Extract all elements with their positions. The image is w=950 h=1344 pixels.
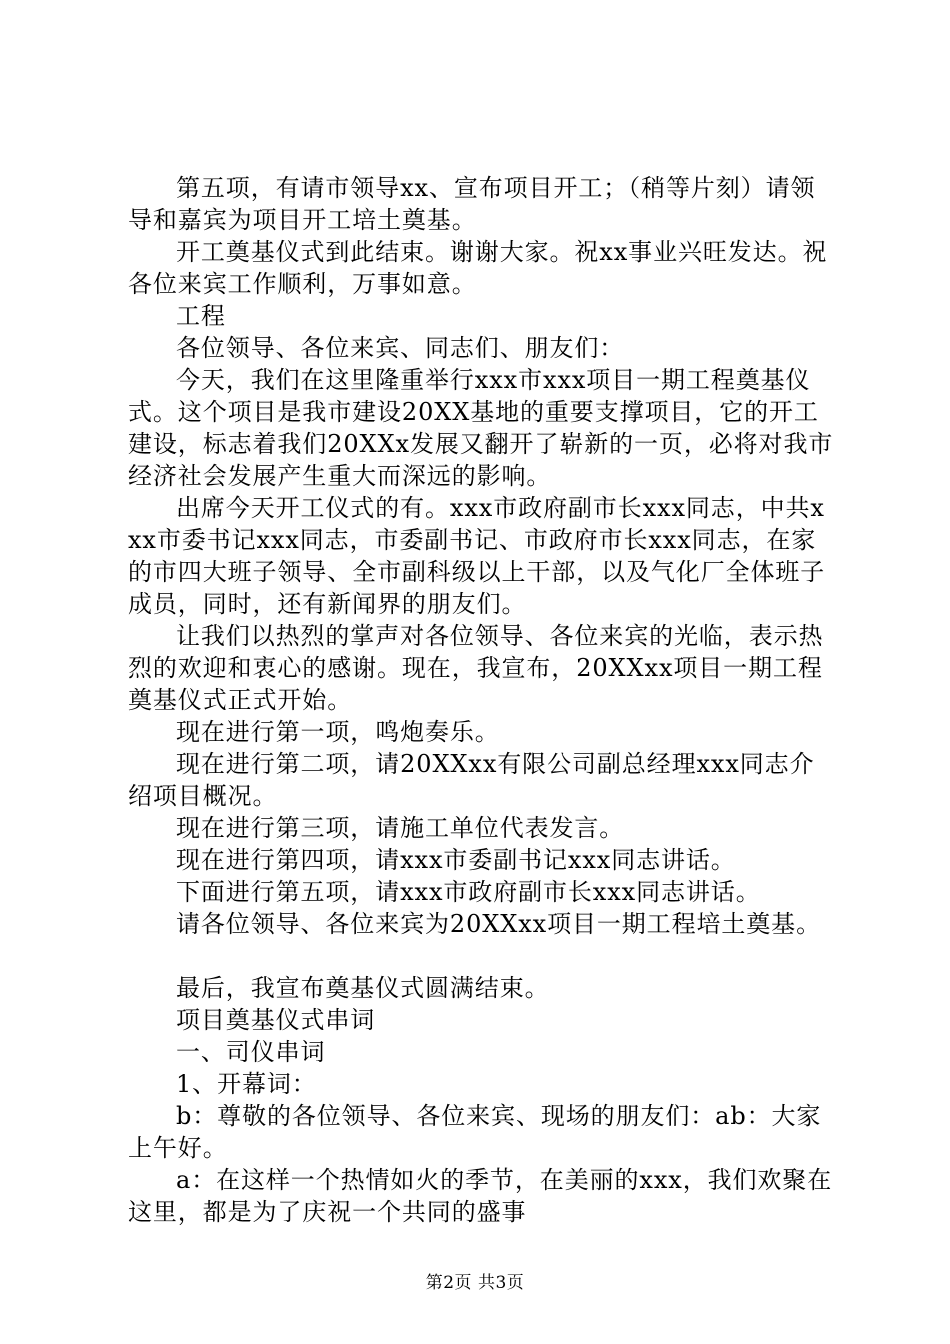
paragraph: 现在进行第一项，鸣炮奏乐。: [176, 718, 500, 746]
paragraph: 让我们以热烈的掌声对各位领导、各位来宾的光临，表示热烈的欢迎和衷心的感谢。现在，我宣布，20XXxx项目一期工程奠基仪式正式开始。: [128, 622, 824, 714]
paragraph: 现在进行第四项，请xxx市委副书记xxx同志讲话。: [176, 846, 736, 874]
section-heading: 项目奠基仪式串词: [176, 1006, 376, 1034]
page-footer: 第2页 共3页: [425, 1273, 525, 1293]
section-heading: 1、开幕词：: [176, 1070, 317, 1098]
paragraph: b：尊敬的各位领导、各位来宾、现场的朋友们：ab：大家上午好。: [128, 1102, 822, 1162]
paragraph: 最后，我宣布奠基仪式圆满结束。: [176, 974, 550, 1002]
paragraph: 请各位领导、各位来宾为20XXxx项目一期工程培土奠基。: [176, 910, 821, 938]
paragraph: 工程: [176, 302, 226, 330]
paragraph: 开工奠基仪式到此结束。谢谢大家。祝xx事业兴旺发达。祝各位来宾工作顺利，万事如意。: [128, 238, 828, 298]
blank-line: [128, 940, 838, 972]
section-heading: 一、司仪串词: [176, 1038, 326, 1066]
paragraph: 现在进行第二项，请20XXxx有限公司副总经理xxx同志介绍项目概况。: [128, 750, 815, 810]
paragraph: 今天，我们在这里隆重举行xxx市xxx项目一期工程奠基仪式。这个项目是我市建设20XX基地的重要支撑项目，它的开工建设，标志着我们20XXx发展又翻开了崭新的一页，必将对我市经济社会发展产生重大而深远的影响。: [128, 366, 834, 490]
paragraph: a：在这样一个热情如火的季节，在美丽的xxx，我们欢聚在这里，都是为了庆祝一个共同的盛事: [128, 1166, 833, 1226]
paragraph: 各位领导、各位来宾、同志们、朋友们：: [176, 334, 625, 362]
paragraph: 现在进行第三项，请施工单位代表发言。: [176, 814, 625, 842]
paragraph: 第五项，有请市领导xx、宣布项目开工；（稍等片刻）请领导和嘉宾为项目开工培土奠基。: [128, 174, 816, 234]
paragraph: 下面进行第五项，请xxx市政府副市长xxx同志讲话。: [176, 878, 761, 906]
document-body: [128, 172, 838, 1228]
paragraph: 出席今天开工仪式的有。xxx市政府副市长xxx同志，中共xxx市委书记xxx同志，市委副书记、市政府市长xxx同志，在家的市四大班子领导、全市副科级以上干部，以及气化厂全体班子成员，同时，还有新闻界的朋友们。: [128, 494, 826, 618]
